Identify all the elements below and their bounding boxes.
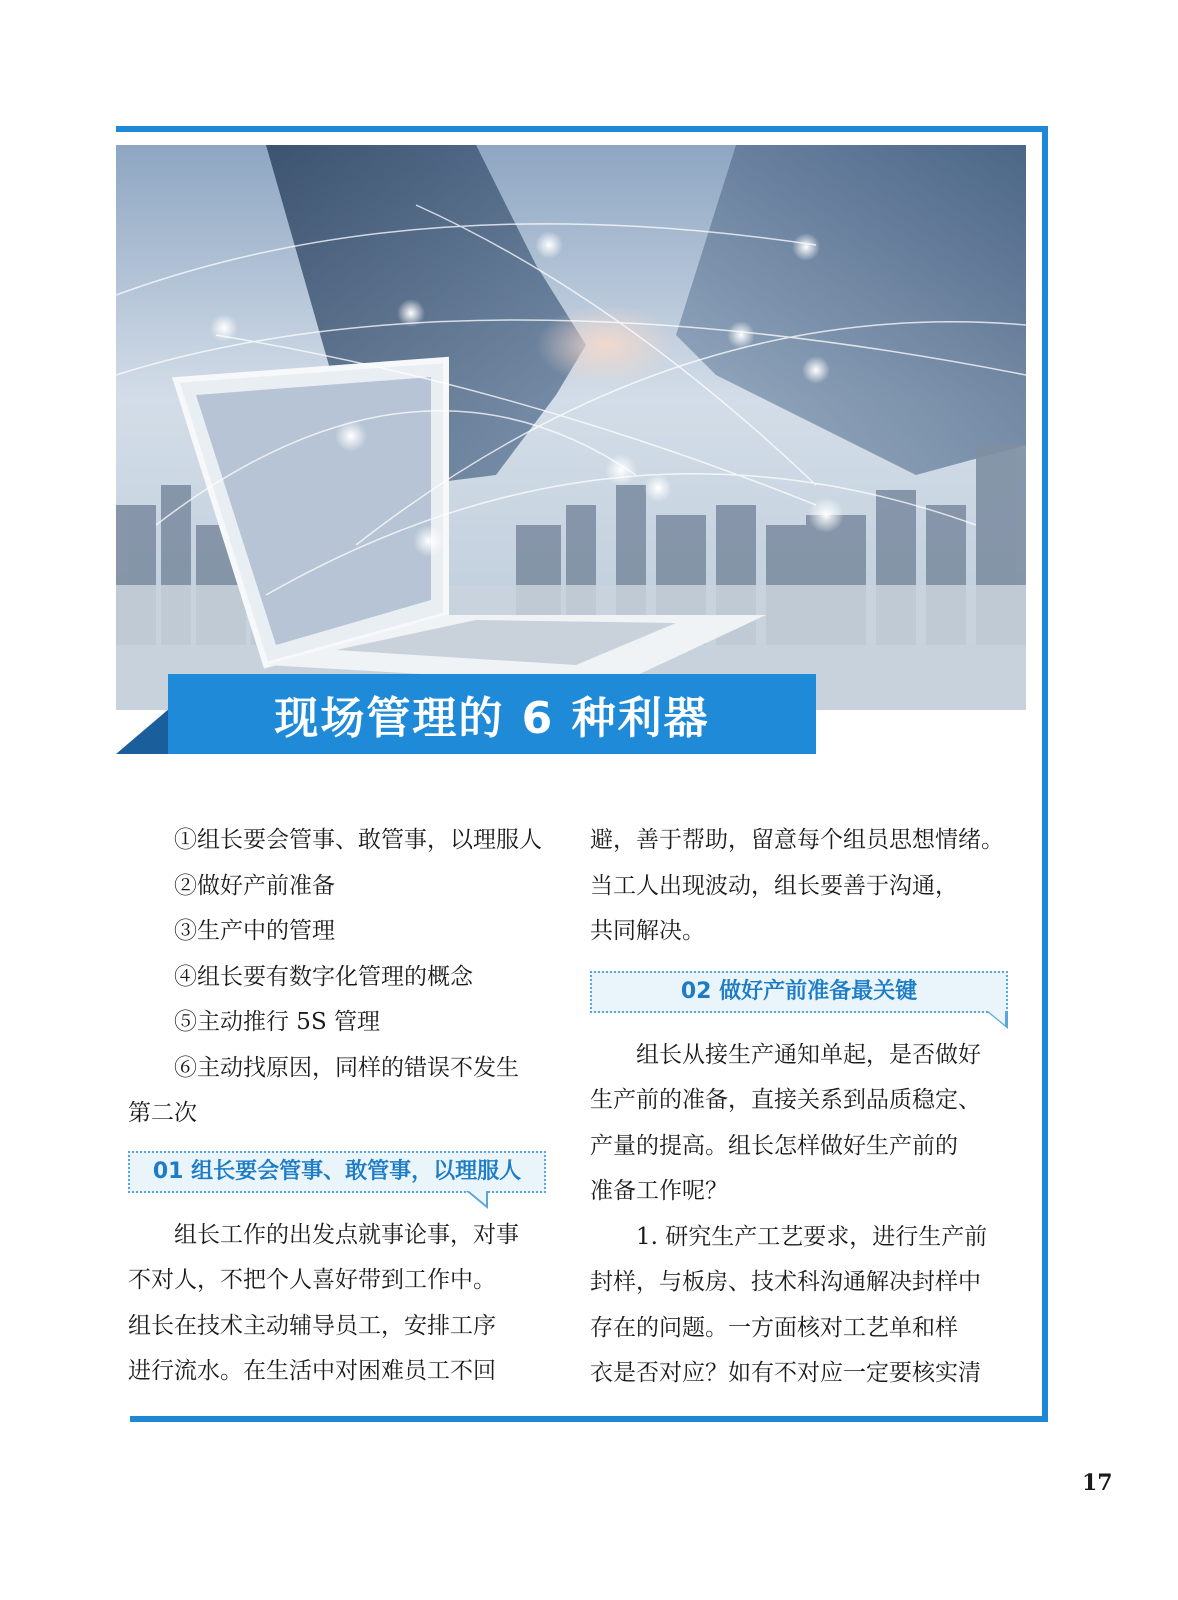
frame-right-border xyxy=(1042,126,1048,1422)
paragraph-line: 组长在技术主动辅导员工，安排工序 xyxy=(128,1312,496,1339)
paragraph-line: 存在的问题。一方面核对工艺单和样 xyxy=(590,1314,958,1341)
banner-fold-shadow xyxy=(116,708,170,754)
left-column xyxy=(128,818,546,1395)
paragraph-line: 衣是否对应？如有不对应一定要核实清 xyxy=(590,1360,981,1386)
paragraph-line: 封样，与板房、技术科沟通解决封样中 xyxy=(590,1269,981,1295)
hero-image-handshake-laptop-city xyxy=(116,145,1026,710)
paragraph-line: 当工人出现波动，组长要善于沟通， xyxy=(590,872,958,899)
paragraph-line: 组长工作的出发点就事论事，对事 xyxy=(174,1221,519,1248)
list-item: ⑤主动推行 5S 管理 xyxy=(174,1009,381,1035)
paragraph-line: 共同解决。 xyxy=(590,918,705,944)
section-heading-text: 01 组长要会管事、敢管事，以理服人 xyxy=(152,1158,522,1184)
paragraph-line: 准备工作呢？ xyxy=(590,1178,728,1204)
list-item: ④组长要有数字化管理的概念 xyxy=(174,963,473,990)
paragraph-line: 1. 研究生产工艺要求，进行生产前 xyxy=(636,1223,988,1250)
paragraph-line: 进行流水。在生活中对困难员工不回 xyxy=(128,1358,496,1384)
frame-top-border xyxy=(116,126,1048,132)
paragraph-line: 产量的提高。组长怎样做好生产前的 xyxy=(590,1132,958,1159)
title-banner xyxy=(168,674,816,754)
section-heading-02 xyxy=(590,971,1008,1013)
list-item: ③生产中的管理 xyxy=(174,918,335,944)
paragraph-line: 避，善于帮助，留意每个组员思想情绪。 xyxy=(590,827,1004,853)
right-column xyxy=(590,818,1008,1397)
section-heading-text: 02 做好产前准备最关键 xyxy=(680,978,918,1004)
paragraph-line: 生产前的准备，直接关系到品质稳定、 xyxy=(590,1087,981,1113)
list-item: ⑥主动找原因，同样的错误不发生 xyxy=(174,1054,519,1081)
paragraph-line: 组长从接生产通知单起，是否做好 xyxy=(636,1041,981,1068)
frame-bottom-border xyxy=(130,1416,1048,1422)
page-title: 现场管理的 6 种利器 xyxy=(274,693,710,744)
section-heading-01 xyxy=(128,1151,546,1193)
paragraph-line: 不对人，不把个人喜好带到工作中。 xyxy=(128,1267,496,1293)
list-item: ①组长要会管事、敢管事，以理服人 xyxy=(174,827,542,853)
page-number: 17 xyxy=(1082,1470,1113,1496)
list-item-continuation: 第二次 xyxy=(128,1100,197,1126)
list-item: ②做好产前准备 xyxy=(174,872,335,899)
